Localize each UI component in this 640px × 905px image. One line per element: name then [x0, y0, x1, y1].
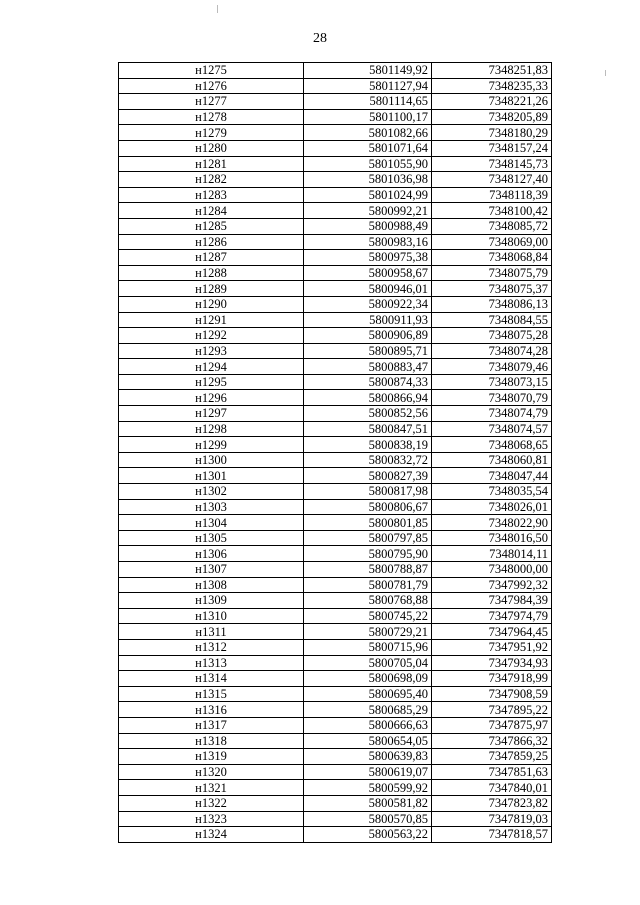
x-coordinate-cell: 5800817,98 — [304, 484, 432, 500]
x-coordinate-cell: 5800695,40 — [304, 686, 432, 702]
x-coordinate-cell: 5800958,67 — [304, 265, 432, 281]
point-name-cell: н1285 — [119, 218, 304, 234]
y-coordinate-cell: 7348000,00 — [432, 562, 552, 578]
table-row — [119, 764, 552, 780]
table-row — [119, 140, 552, 156]
y-coordinate-cell: 7347819,03 — [432, 811, 552, 827]
y-coordinate-cell: 7348085,72 — [432, 218, 552, 234]
x-coordinate-cell: 5801100,17 — [304, 109, 432, 125]
table-row — [119, 421, 552, 437]
point-name-cell: н1286 — [119, 234, 304, 250]
table-row — [119, 343, 552, 359]
point-name-cell: н1315 — [119, 686, 304, 702]
point-name-cell: н1290 — [119, 296, 304, 312]
x-coordinate-cell: 5800874,33 — [304, 374, 432, 390]
x-coordinate-cell: 5800788,87 — [304, 562, 432, 578]
y-coordinate-cell: 7347992,32 — [432, 577, 552, 593]
table-row — [119, 78, 552, 94]
point-name-cell: н1297 — [119, 406, 304, 422]
point-name-cell: н1323 — [119, 811, 304, 827]
x-coordinate-cell: 5800795,90 — [304, 546, 432, 562]
y-coordinate-cell: 7347951,92 — [432, 639, 552, 655]
x-coordinate-cell: 5800911,93 — [304, 312, 432, 328]
point-name-cell: н1310 — [119, 608, 304, 624]
x-coordinate-cell: 5800847,51 — [304, 421, 432, 437]
table-row — [119, 827, 552, 843]
table-row — [119, 390, 552, 406]
y-coordinate-cell: 7348075,28 — [432, 328, 552, 344]
y-coordinate-cell: 7348100,42 — [432, 203, 552, 219]
x-coordinate-cell: 5800666,63 — [304, 717, 432, 733]
point-name-cell: н1284 — [119, 203, 304, 219]
x-coordinate-cell: 5800563,22 — [304, 827, 432, 843]
point-name-cell: н1279 — [119, 125, 304, 141]
y-coordinate-cell: 7348086,13 — [432, 296, 552, 312]
y-coordinate-cell: 7347895,22 — [432, 702, 552, 718]
y-coordinate-cell: 7348016,50 — [432, 530, 552, 546]
point-name-cell: н1300 — [119, 452, 304, 468]
point-name-cell: н1292 — [119, 328, 304, 344]
point-name-cell: н1280 — [119, 140, 304, 156]
x-coordinate-cell: 5800895,71 — [304, 343, 432, 359]
point-name-cell: н1291 — [119, 312, 304, 328]
point-name-cell: н1319 — [119, 749, 304, 765]
point-name-cell: н1318 — [119, 733, 304, 749]
y-coordinate-cell: 7348047,44 — [432, 468, 552, 484]
x-coordinate-cell: 5800801,85 — [304, 515, 432, 531]
x-coordinate-cell: 5800715,96 — [304, 639, 432, 655]
y-coordinate-cell: 7348068,65 — [432, 437, 552, 453]
table-row — [119, 484, 552, 500]
table-row — [119, 187, 552, 203]
table-row — [119, 406, 552, 422]
point-name-cell: н1287 — [119, 250, 304, 266]
table-row — [119, 733, 552, 749]
y-coordinate-cell: 7348075,37 — [432, 281, 552, 297]
table-row — [119, 359, 552, 375]
y-coordinate-cell: 7348074,79 — [432, 406, 552, 422]
point-name-cell: н1293 — [119, 343, 304, 359]
point-name-cell: н1316 — [119, 702, 304, 718]
scan-mark — [605, 70, 606, 76]
table-row — [119, 671, 552, 687]
y-coordinate-cell: 7348068,84 — [432, 250, 552, 266]
table-row — [119, 328, 552, 344]
point-name-cell: н1288 — [119, 265, 304, 281]
y-coordinate-cell: 7347974,79 — [432, 608, 552, 624]
table-row — [119, 63, 552, 79]
table-row — [119, 577, 552, 593]
table-row — [119, 468, 552, 484]
x-coordinate-cell: 5800988,49 — [304, 218, 432, 234]
table-row — [119, 562, 552, 578]
table-row — [119, 452, 552, 468]
page-number: 28 — [313, 31, 327, 46]
table-row — [119, 109, 552, 125]
x-coordinate-cell: 5800797,85 — [304, 530, 432, 546]
table-row — [119, 499, 552, 515]
y-coordinate-cell: 7348026,01 — [432, 499, 552, 515]
x-coordinate-cell: 5800768,88 — [304, 593, 432, 609]
table-row — [119, 296, 552, 312]
table-row — [119, 702, 552, 718]
point-name-cell: н1320 — [119, 764, 304, 780]
table-row — [119, 686, 552, 702]
y-coordinate-cell: 7347875,97 — [432, 717, 552, 733]
y-coordinate-cell: 7348145,73 — [432, 156, 552, 172]
x-coordinate-cell: 5801055,90 — [304, 156, 432, 172]
x-coordinate-cell: 5800705,04 — [304, 655, 432, 671]
table-row — [119, 749, 552, 765]
table-row — [119, 639, 552, 655]
point-name-cell: н1308 — [119, 577, 304, 593]
table-row — [119, 265, 552, 281]
y-coordinate-cell: 7348073,15 — [432, 374, 552, 390]
x-coordinate-cell: 5800866,94 — [304, 390, 432, 406]
table-row — [119, 218, 552, 234]
point-name-cell: н1311 — [119, 624, 304, 640]
y-coordinate-cell: 7347934,93 — [432, 655, 552, 671]
y-coordinate-cell: 7348235,33 — [432, 78, 552, 94]
y-coordinate-cell: 7348074,28 — [432, 343, 552, 359]
x-coordinate-cell: 5800922,34 — [304, 296, 432, 312]
y-coordinate-cell: 7347840,01 — [432, 780, 552, 796]
x-coordinate-cell: 5800745,22 — [304, 608, 432, 624]
y-coordinate-cell: 7348079,46 — [432, 359, 552, 375]
point-name-cell: н1314 — [119, 671, 304, 687]
table-row — [119, 125, 552, 141]
x-coordinate-cell: 5800639,83 — [304, 749, 432, 765]
x-coordinate-cell: 5800619,07 — [304, 764, 432, 780]
y-coordinate-cell: 7348251,83 — [432, 63, 552, 79]
point-name-cell: н1312 — [119, 639, 304, 655]
y-coordinate-cell: 7348180,29 — [432, 125, 552, 141]
table-row — [119, 608, 552, 624]
x-coordinate-cell: 5800698,09 — [304, 671, 432, 687]
point-name-cell: н1305 — [119, 530, 304, 546]
y-coordinate-cell: 7347818,57 — [432, 827, 552, 843]
table-row — [119, 437, 552, 453]
point-name-cell: н1298 — [119, 421, 304, 437]
x-coordinate-cell: 5800806,67 — [304, 499, 432, 515]
y-coordinate-cell: 7348069,00 — [432, 234, 552, 250]
x-coordinate-cell: 5801024,99 — [304, 187, 432, 203]
x-coordinate-cell: 5800946,01 — [304, 281, 432, 297]
table-row — [119, 624, 552, 640]
y-coordinate-cell: 7348127,40 — [432, 172, 552, 188]
point-name-cell: н1324 — [119, 827, 304, 843]
table-row — [119, 94, 552, 110]
point-name-cell: н1322 — [119, 795, 304, 811]
y-coordinate-cell: 7348221,26 — [432, 94, 552, 110]
point-name-cell: н1302 — [119, 484, 304, 500]
coordinates-table — [118, 62, 552, 843]
point-name-cell: н1313 — [119, 655, 304, 671]
y-coordinate-cell: 7347859,25 — [432, 749, 552, 765]
y-coordinate-cell: 7348014,11 — [432, 546, 552, 562]
x-coordinate-cell: 5800852,56 — [304, 406, 432, 422]
point-name-cell: н1278 — [119, 109, 304, 125]
point-name-cell: н1296 — [119, 390, 304, 406]
point-name-cell: н1281 — [119, 156, 304, 172]
x-coordinate-cell: 5800581,82 — [304, 795, 432, 811]
y-coordinate-cell: 7348118,39 — [432, 187, 552, 203]
x-coordinate-cell: 5801082,66 — [304, 125, 432, 141]
table-row — [119, 717, 552, 733]
table-row — [119, 172, 552, 188]
point-name-cell: н1283 — [119, 187, 304, 203]
point-name-cell: н1299 — [119, 437, 304, 453]
x-coordinate-cell: 5800729,21 — [304, 624, 432, 640]
y-coordinate-cell: 7348022,90 — [432, 515, 552, 531]
point-name-cell: н1304 — [119, 515, 304, 531]
y-coordinate-cell: 7348035,54 — [432, 484, 552, 500]
x-coordinate-cell: 5800654,05 — [304, 733, 432, 749]
y-coordinate-cell: 7348157,24 — [432, 140, 552, 156]
x-coordinate-cell: 5801036,98 — [304, 172, 432, 188]
y-coordinate-cell: 7347964,45 — [432, 624, 552, 640]
point-name-cell: н1317 — [119, 717, 304, 733]
x-coordinate-cell: 5801071,64 — [304, 140, 432, 156]
table-row — [119, 156, 552, 172]
y-coordinate-cell: 7347823,82 — [432, 795, 552, 811]
scan-mark — [217, 5, 218, 13]
table-row — [119, 530, 552, 546]
point-name-cell: н1306 — [119, 546, 304, 562]
table-row — [119, 234, 552, 250]
point-name-cell: н1276 — [119, 78, 304, 94]
point-name-cell: н1301 — [119, 468, 304, 484]
x-coordinate-cell: 5800832,72 — [304, 452, 432, 468]
x-coordinate-cell: 5800827,39 — [304, 468, 432, 484]
point-name-cell: н1277 — [119, 94, 304, 110]
point-name-cell: н1303 — [119, 499, 304, 515]
x-coordinate-cell: 5800599,92 — [304, 780, 432, 796]
x-coordinate-cell: 5800685,29 — [304, 702, 432, 718]
x-coordinate-cell: 5800992,21 — [304, 203, 432, 219]
y-coordinate-cell: 7348205,89 — [432, 109, 552, 125]
table-row — [119, 203, 552, 219]
x-coordinate-cell: 5800838,19 — [304, 437, 432, 453]
table-row — [119, 811, 552, 827]
point-name-cell: н1307 — [119, 562, 304, 578]
table-row — [119, 655, 552, 671]
table-row — [119, 250, 552, 266]
point-name-cell: н1275 — [119, 63, 304, 79]
x-coordinate-cell: 5800975,38 — [304, 250, 432, 266]
y-coordinate-cell: 7347984,39 — [432, 593, 552, 609]
x-coordinate-cell: 5801114,65 — [304, 94, 432, 110]
table-row — [119, 515, 552, 531]
point-name-cell: н1295 — [119, 374, 304, 390]
y-coordinate-cell: 7347918,99 — [432, 671, 552, 687]
y-coordinate-cell: 7348075,79 — [432, 265, 552, 281]
table-row — [119, 281, 552, 297]
table-row — [119, 795, 552, 811]
point-name-cell: н1309 — [119, 593, 304, 609]
x-coordinate-cell: 5800883,47 — [304, 359, 432, 375]
table-row — [119, 546, 552, 562]
y-coordinate-cell: 7348084,55 — [432, 312, 552, 328]
point-name-cell: н1294 — [119, 359, 304, 375]
x-coordinate-cell: 5800983,16 — [304, 234, 432, 250]
y-coordinate-cell: 7348070,79 — [432, 390, 552, 406]
table-row — [119, 593, 552, 609]
table-row — [119, 312, 552, 328]
x-coordinate-cell: 5801127,94 — [304, 78, 432, 94]
table-row — [119, 374, 552, 390]
table-body — [119, 63, 552, 843]
table-row — [119, 780, 552, 796]
x-coordinate-cell: 5800781,79 — [304, 577, 432, 593]
point-name-cell: н1321 — [119, 780, 304, 796]
x-coordinate-cell: 5800570,85 — [304, 811, 432, 827]
y-coordinate-cell: 7347866,32 — [432, 733, 552, 749]
point-name-cell: н1282 — [119, 172, 304, 188]
x-coordinate-cell: 5800906,89 — [304, 328, 432, 344]
point-name-cell: н1289 — [119, 281, 304, 297]
y-coordinate-cell: 7347851,63 — [432, 764, 552, 780]
y-coordinate-cell: 7347908,59 — [432, 686, 552, 702]
y-coordinate-cell: 7348074,57 — [432, 421, 552, 437]
x-coordinate-cell: 5801149,92 — [304, 63, 432, 79]
y-coordinate-cell: 7348060,81 — [432, 452, 552, 468]
